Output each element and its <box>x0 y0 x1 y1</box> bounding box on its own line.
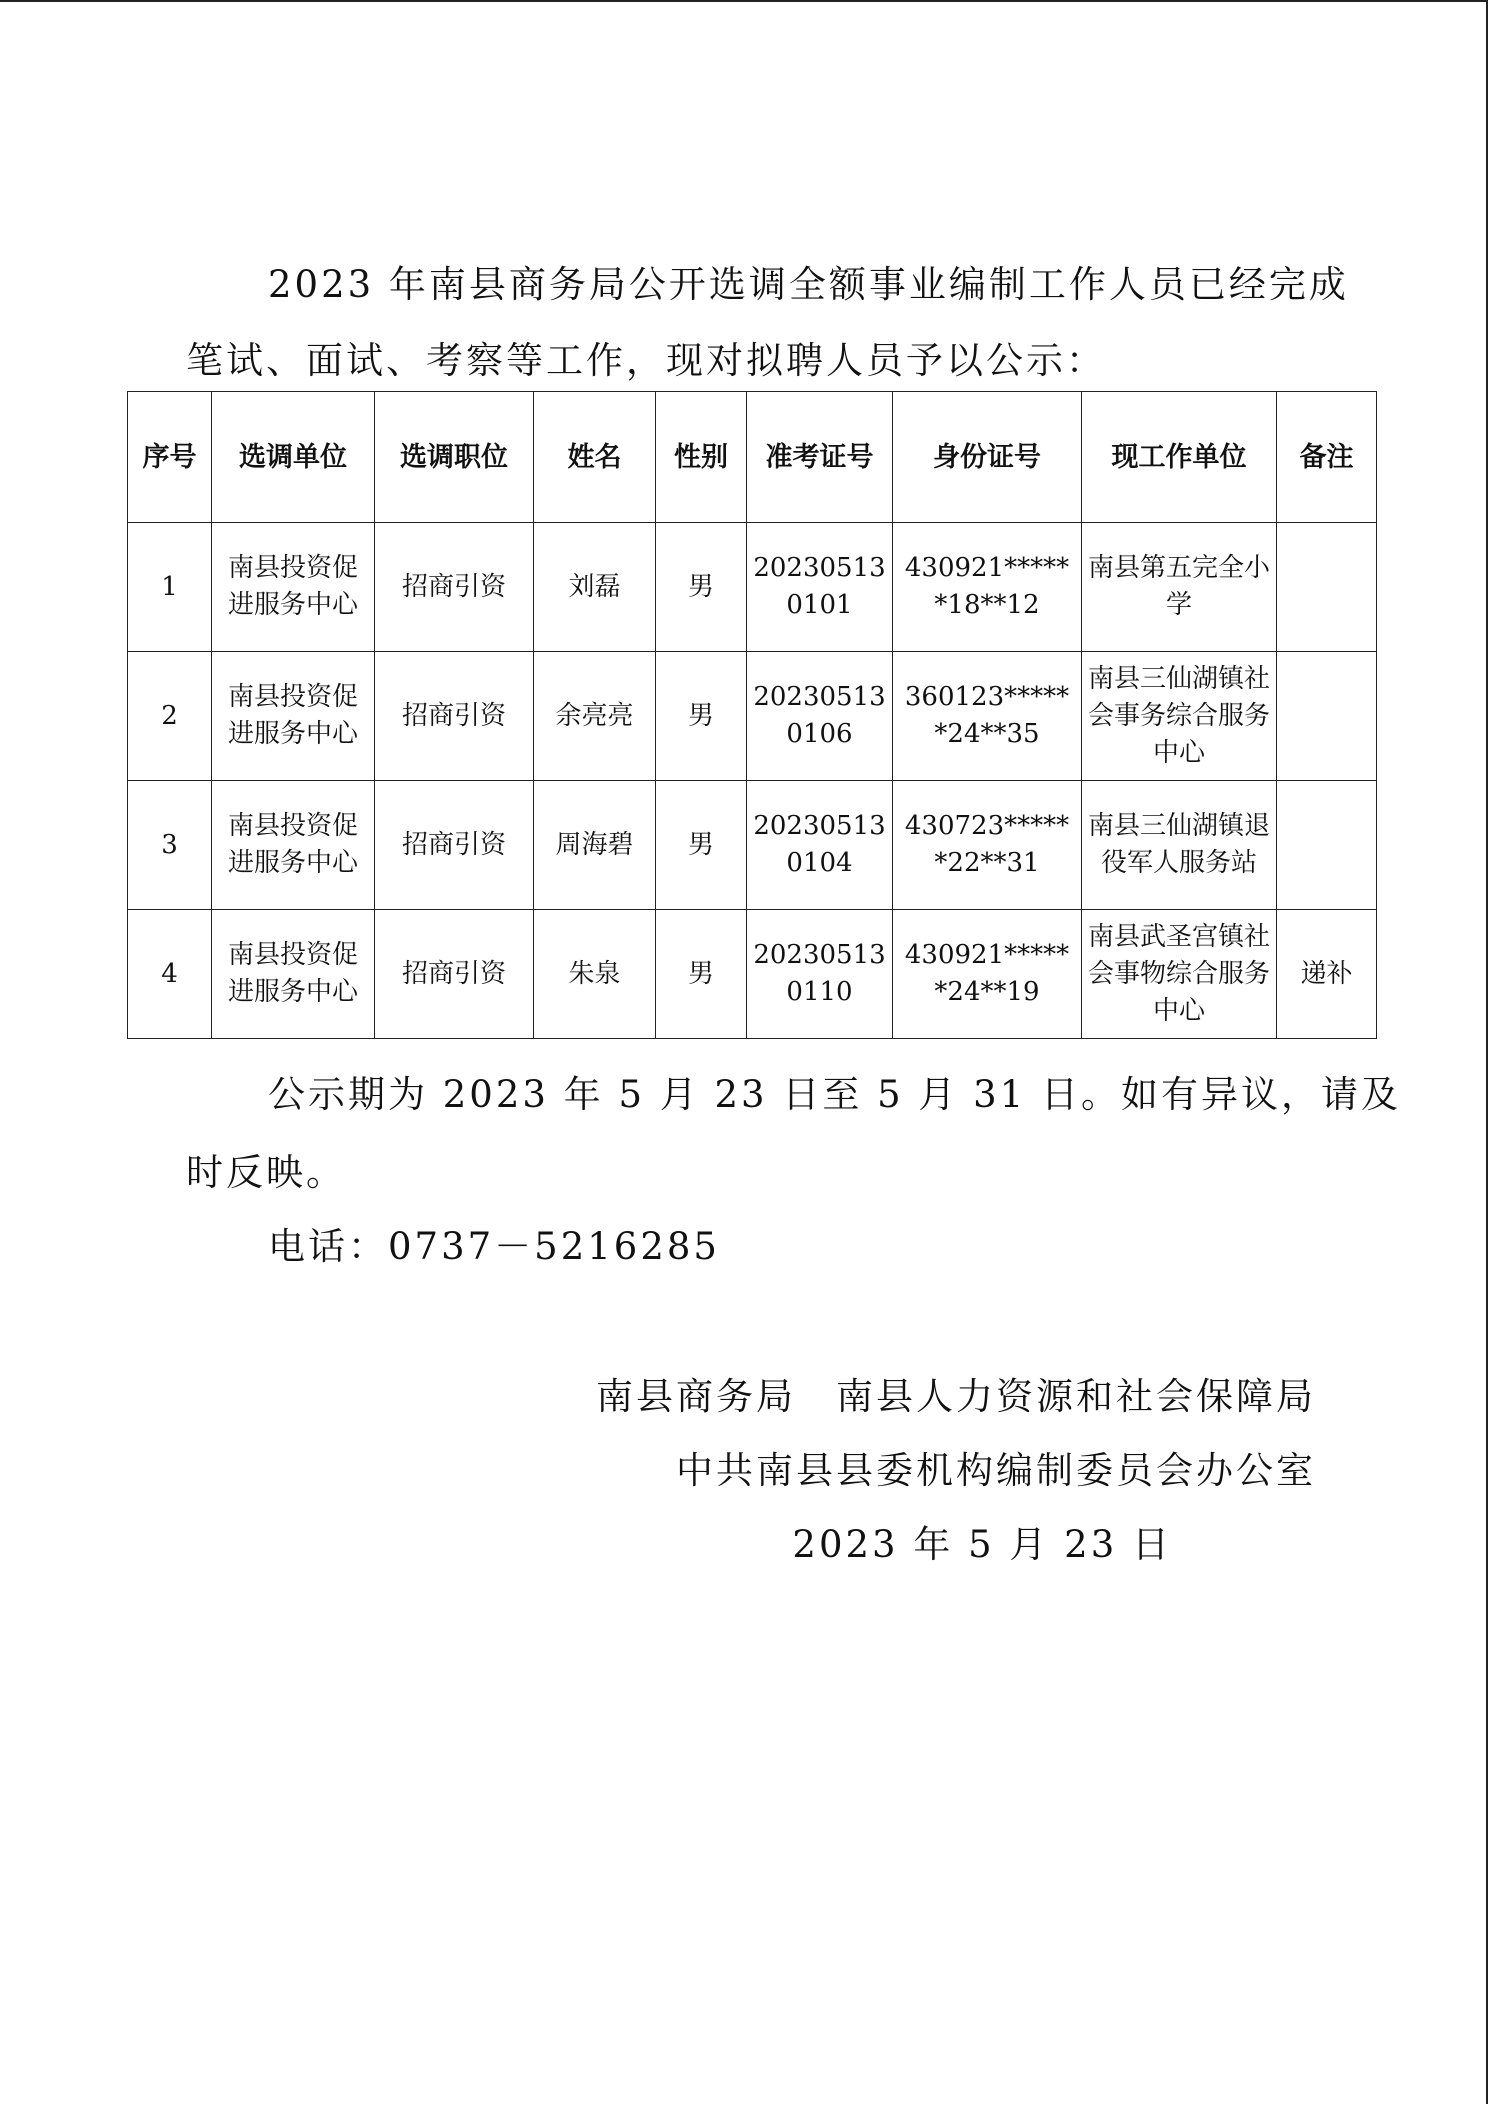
cell-exam-no: 202305130106 <box>747 652 893 781</box>
cell-position: 招商引资 <box>375 652 534 781</box>
header-name: 姓名 <box>534 392 656 523</box>
cell-no: 1 <box>128 523 212 652</box>
table-row <box>128 910 1377 1039</box>
cell-exam-no: 202305130101 <box>747 523 893 652</box>
table-row <box>128 652 1377 781</box>
cell-remark <box>1277 781 1377 910</box>
cell-unit: 南县投资促进服务中心 <box>212 781 375 910</box>
contact-phone: 电话：0737－5216285 <box>268 1225 720 1268</box>
cell-position: 招商引资 <box>375 523 534 652</box>
cell-no: 4 <box>128 910 212 1039</box>
header-gender: 性别 <box>656 392 747 523</box>
cell-name: 周海碧 <box>534 781 656 910</box>
cell-position: 招商引资 <box>375 910 534 1039</box>
cell-current-unit: 南县武圣宫镇社会事物综合服务中心 <box>1082 910 1277 1039</box>
table-row <box>128 523 1377 652</box>
cell-id-no: 430921******24**19 <box>893 910 1082 1039</box>
cell-remark <box>1277 523 1377 652</box>
header-exam-no: 准考证号 <box>747 392 893 523</box>
table-header-row <box>128 392 1377 523</box>
signature-orgs-2: 中共南县县委机构编制委员会办公室 <box>676 1449 1316 1492</box>
cell-name: 朱泉 <box>534 910 656 1039</box>
cell-remark <box>1277 652 1377 781</box>
cell-no: 2 <box>128 652 212 781</box>
cell-id-no: 360123******24**35 <box>893 652 1082 781</box>
cell-unit: 南县投资促进服务中心 <box>212 523 375 652</box>
cell-position: 招商引资 <box>375 781 534 910</box>
header-remark: 备注 <box>1277 392 1377 523</box>
signature-orgs-1: 南县商务局 南县人力资源和社会保障局 <box>596 1375 1316 1418</box>
table-row <box>128 781 1377 910</box>
cell-id-no: 430723******22**31 <box>893 781 1082 910</box>
header-position: 选调职位 <box>375 392 534 523</box>
cell-gender: 男 <box>656 910 747 1039</box>
candidate-table <box>127 391 1377 1039</box>
header-current-unit: 现工作单位 <box>1082 392 1277 523</box>
cell-id-no: 430921******18**12 <box>893 523 1082 652</box>
cell-gender: 男 <box>656 652 747 781</box>
notice-line-2: 时反映。 <box>186 1151 346 1194</box>
notice-line-1: 公示期为 2023 年 5 月 23 日至 5 月 31 日。如有异议，请及 <box>268 1073 1402 1116</box>
cell-exam-no: 202305130104 <box>747 781 893 910</box>
cell-unit: 南县投资促进服务中心 <box>212 652 375 781</box>
cell-gender: 男 <box>656 781 747 910</box>
cell-current-unit: 南县三仙湖镇退役军人服务站 <box>1082 781 1277 910</box>
cell-gender: 男 <box>656 523 747 652</box>
cell-remark: 递补 <box>1277 910 1377 1039</box>
intro-line-2: 笔试、面试、考察等工作，现对拟聘人员予以公示： <box>186 339 1106 382</box>
intro-line-1: 2023 年南县商务局公开选调全额事业编制工作人员已经完成 <box>268 263 1349 306</box>
cell-unit: 南县投资促进服务中心 <box>212 910 375 1039</box>
cell-name: 余亮亮 <box>534 652 656 781</box>
header-no: 序号 <box>128 392 212 523</box>
cell-current-unit: 南县第五完全小学 <box>1082 523 1277 652</box>
cell-name: 刘磊 <box>534 523 656 652</box>
header-id-no: 身份证号 <box>893 392 1082 523</box>
header-unit: 选调单位 <box>212 392 375 523</box>
cell-no: 3 <box>128 781 212 910</box>
cell-current-unit: 南县三仙湖镇社会事务综合服务中心 <box>1082 652 1277 781</box>
signature-date: 2023 年 5 月 23 日 <box>792 1523 1172 1566</box>
cell-exam-no: 202305130110 <box>747 910 893 1039</box>
